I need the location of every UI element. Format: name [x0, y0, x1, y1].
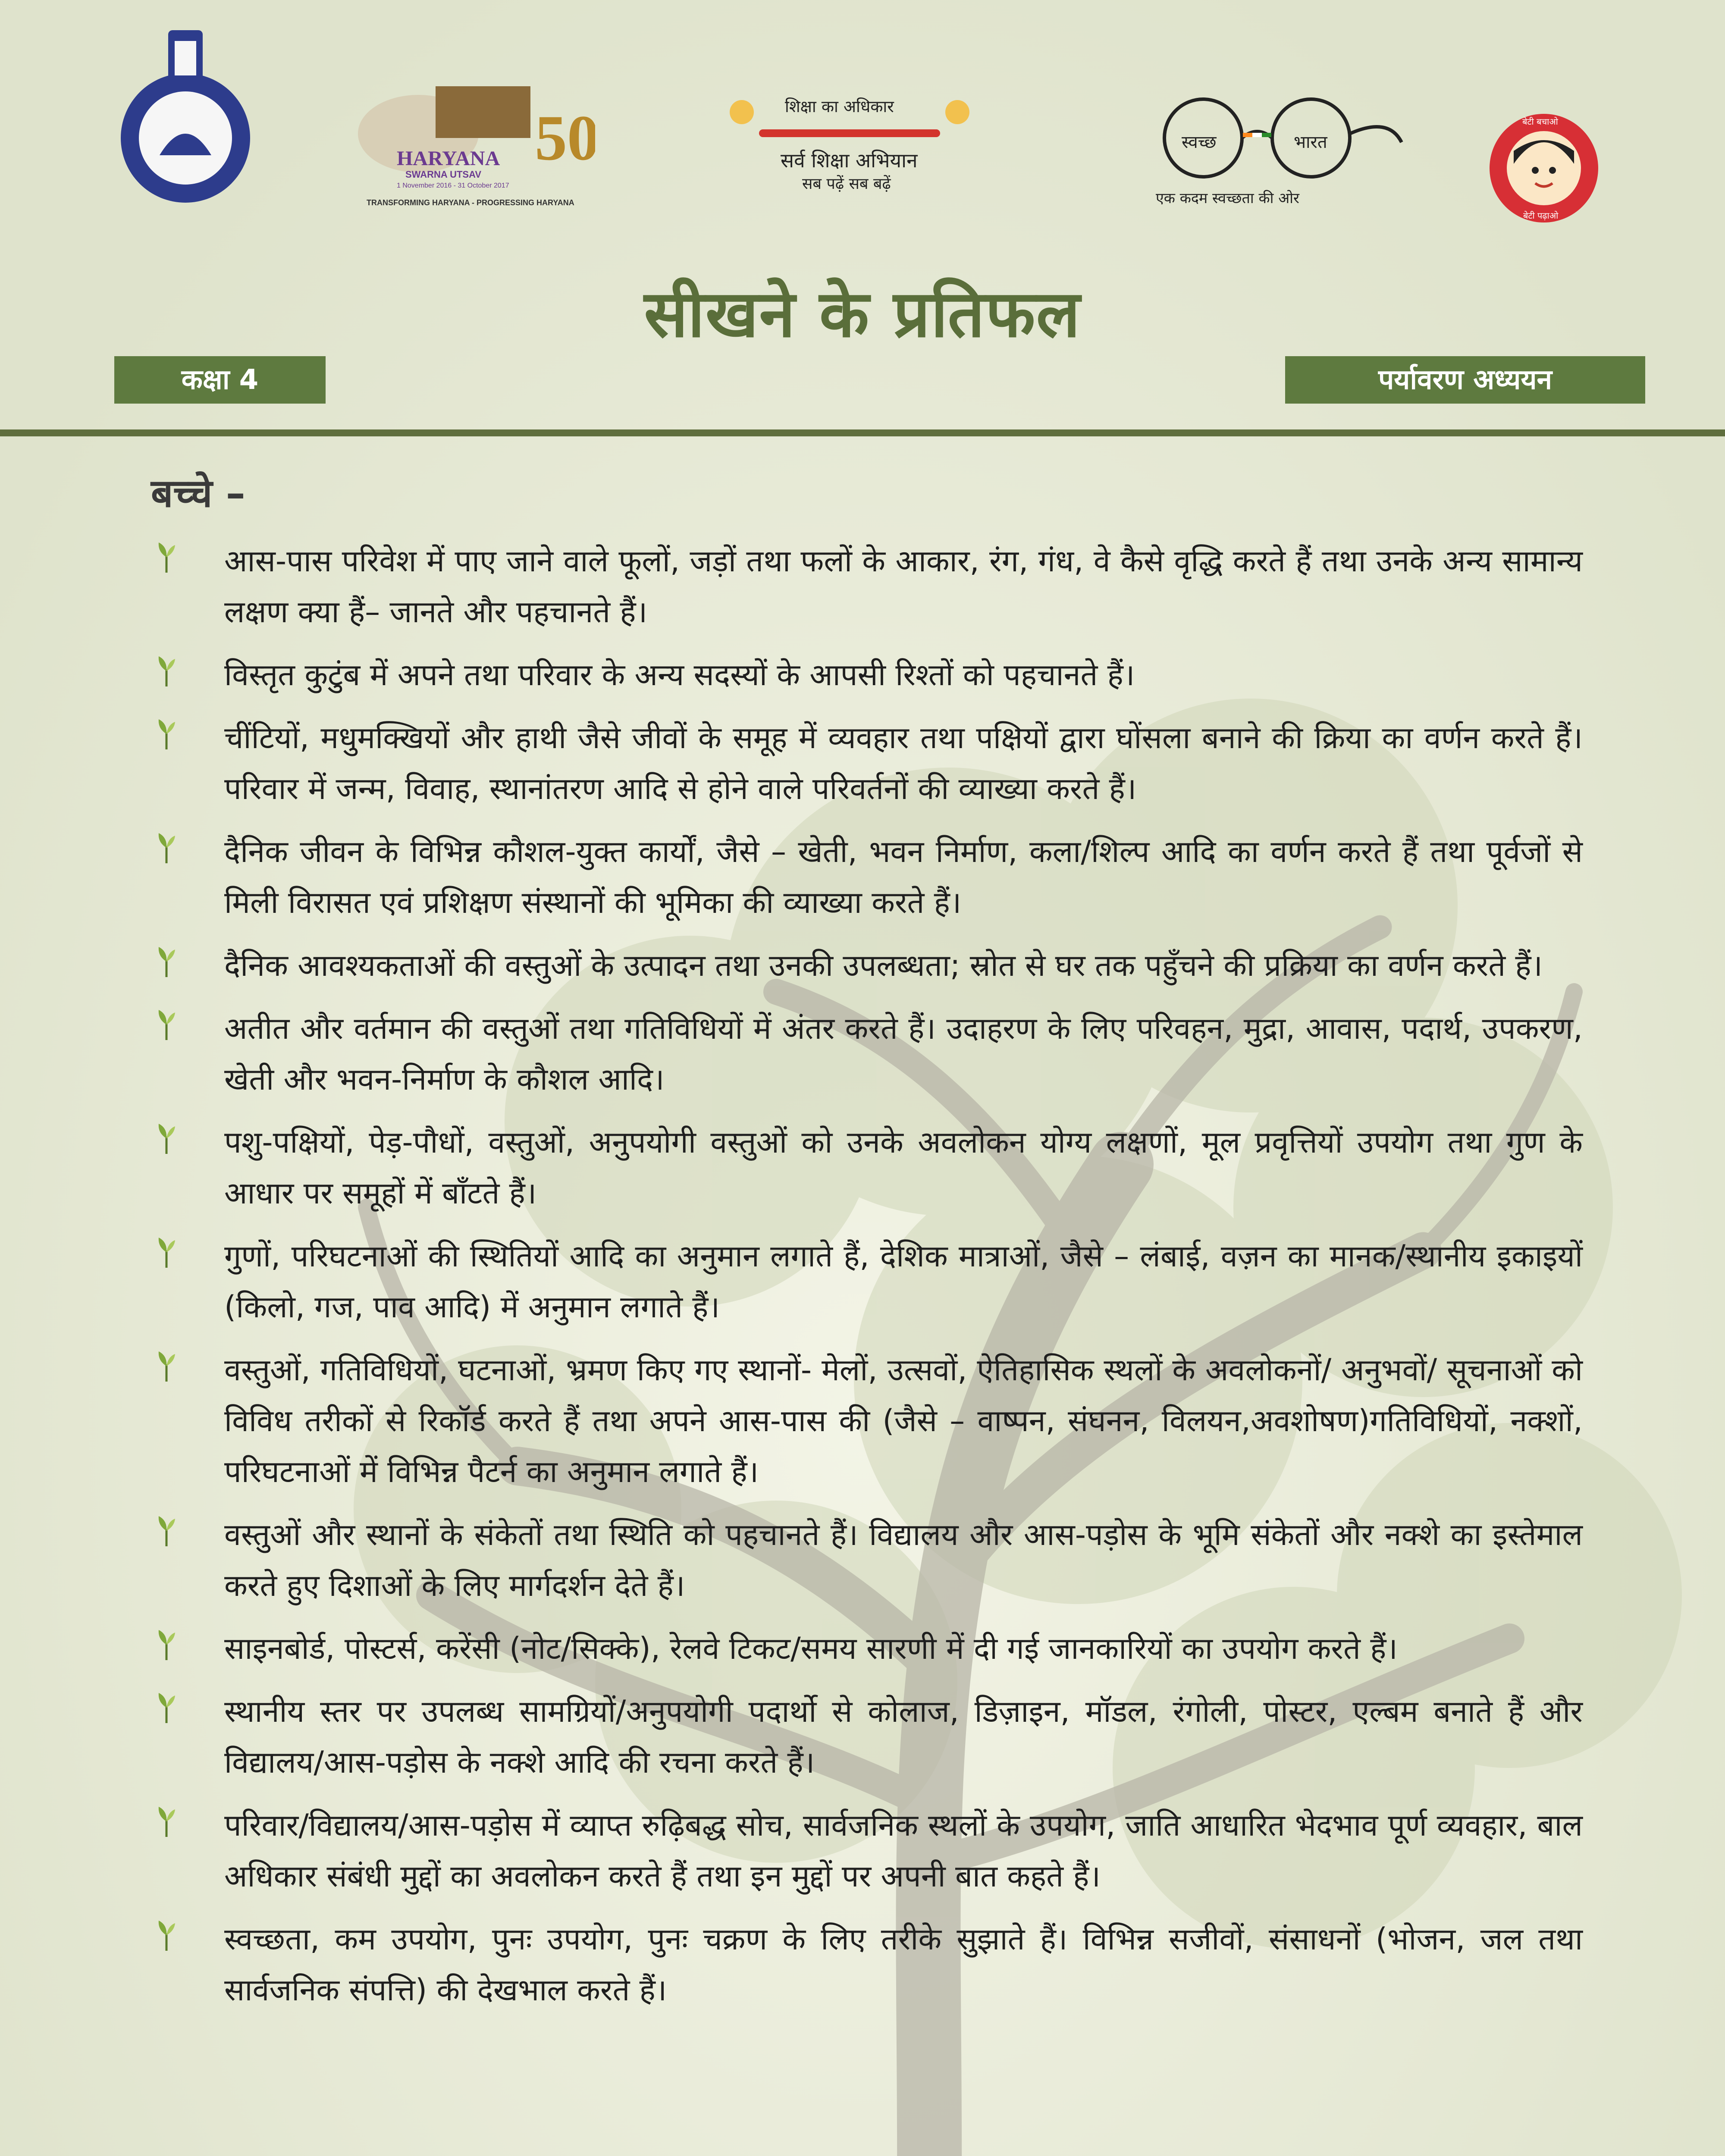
bbbp-logo [1488, 112, 1600, 224]
swachh-right: भारत [1294, 132, 1327, 152]
intro-text: बच्चे – [151, 471, 245, 516]
list-item-text: पशु-पक्षियों, पेड़-पौधों, वस्तुओं, अनुपयोगी वस्तुओं को उनके अवलोकन योग्य लक्षणों, मूल प्रवृत्तियों उपयोग तथा गुण के आधार पर समूहों में बाँटते हैं। [224, 1125, 1583, 1211]
list-item-text: अतीत और वर्तमान की वस्तुओं तथा गतिविधियों में अंतर करते हैं। उदाहरण के लिए परिवहन, मुद्रा, आवास, पदार्थ, उपकरण, खेती और भवन-निर्माण के कौशल आदि। [224, 1011, 1583, 1097]
sprout-bullet-icon [154, 1006, 179, 1041]
header-divider [0, 429, 1725, 436]
sprout-bullet-icon [154, 1348, 179, 1382]
subject-badge: पर्यावरण अध्ययन [1285, 356, 1645, 404]
list-item-text: साइनबोर्ड, पोस्टर्स, करेंसी (नोट/सिक्के), रेलवे टिकट/समय सारणी में दी गई जानकारियों का उपयोग करते हैं। [224, 1631, 1398, 1666]
swachh-bharat-logo [1130, 91, 1406, 220]
sprout-bullet-icon [154, 1803, 179, 1838]
list-item [151, 940, 1583, 991]
haryana-emblem-icon [112, 26, 259, 211]
ssa-name: सर्व शिक्षा अभियान [781, 149, 918, 172]
list-item [151, 649, 1583, 700]
ssa-tag: सब पढ़ें सब बढ़ें [802, 175, 891, 193]
sprout-bullet-icon [154, 716, 179, 750]
swarna-name: HARYANA [397, 147, 500, 170]
bbbp-top: बेटी बचाओ [1522, 116, 1558, 127]
class-badge: कक्षा 4 [114, 356, 326, 404]
header-logos [0, 17, 1725, 221]
list-item [151, 1117, 1583, 1219]
list-item-text: दैनिक आवश्यकताओं की वस्तुओं के उत्पादन तथा उनकी उपलब्धता; स्रोत से घर तक पहुँचने की प्रक्रिया का वर्णन करते हैं। [224, 948, 1543, 983]
list-item [151, 1800, 1583, 1902]
list-item-text: गुणों, परिघटनाओं की स्थितियों आदि का अनुमान लगाते हैं, देशिक मात्राओं, जैसे – लंबाई, वज़न का मानक/स्थानीय इकाइयों (किलो, गज, पाव आदि) में अनुमान लगाते हैं। [224, 1238, 1583, 1325]
list-item-text: वस्तुओं, गतिविधियों, घटनाओं, भ्रमण किए गए स्थानों- मेलों, उत्सवों, ऐतिहासिक स्थलों के अवलोकनों/ अनुभवों/ सूचनाओं को विविध तरीकों से रिकॉर्ड करते हैं तथा अपने आस-पास की (जैसे – वाष्पन, संघनन, विलयन,अवशोषण)गतिविधियों, नक्शों, परिघटनाओं में विभिन्न पैटर्न का अनुमान लगाते हैं। [224, 1352, 1583, 1489]
list-item [151, 1623, 1583, 1674]
swarna-dates: 1 November 2016 - 31 October 2017 [397, 182, 509, 189]
outcome-list [151, 536, 1583, 2015]
page-title: सीखने के प्रतिफल [644, 277, 1081, 352]
sprout-bullet-icon [154, 1234, 179, 1269]
bbbp-bottom: बेटी पढ़ाओ [1523, 210, 1559, 221]
swachh-bharat-glasses-icon [1130, 91, 1406, 181]
sprout-bullet-icon [154, 539, 179, 573]
swarna-utsav-logo [354, 69, 595, 224]
sprout-bullet-icon [154, 1513, 179, 1547]
sprout-bullet-icon [154, 653, 179, 687]
list-item [151, 1231, 1583, 1332]
sprout-bullet-icon [154, 1120, 179, 1155]
list-item [151, 826, 1583, 928]
list-item [151, 712, 1583, 814]
ssa-top: शिक्षा का अधिकार [785, 97, 894, 116]
list-item-text: परिवार/विद्यालय/आस-पड़ोस में व्याप्त रुढ़िबद्ध सोच, सार्वजनिक स्थलों के उपयोग, जाति आधारित भेदभाव पूर्ण व्यवहार, बाल अधिकार संबंधी मुद्दों का अवलोकन करते हैं तथा इन मुद्दों पर अपनी बात कहते हैं। [224, 1808, 1583, 1894]
list-item [151, 536, 1583, 637]
sprout-bullet-icon [154, 1626, 179, 1661]
swachh-tag: एक कदम स्वच्छता की ओर [1156, 190, 1299, 207]
list-item [151, 1344, 1583, 1497]
swarna-sub: SWARNA UTSAV [405, 169, 481, 180]
ssa-logo [716, 95, 983, 207]
svg-text:50: 50 [535, 102, 595, 174]
list-item [151, 1686, 1583, 1788]
swarna-tag: TRANSFORMING HARYANA - PROGRESSING HARYANA [367, 198, 574, 207]
list-item-text: आस-पास परिवेश में पाए जाने वाले फूलों, जड़ों तथा फलों के आकार, रंग, गंध, वे कैसे वृद्धि करते हैं तथा उनके अन्य सामान्य लक्षण क्या हैं– जानते और पहचानते हैं। [224, 543, 1583, 630]
sprout-bullet-icon [154, 1917, 179, 1952]
list-item [151, 1914, 1583, 2015]
sprout-bullet-icon [154, 1689, 179, 1724]
list-item-text: वस्तुओं और स्थानों के संकेतों तथा स्थिति को पहचानते हैं। विद्यालय और आस-पड़ोस के भूमि संकेतों और नक्शे का इस्तेमाल करते हुए दिशाओं के लिए मार्गदर्शन देते हैं। [224, 1517, 1583, 1603]
swachh-left: स्वच्छ [1182, 132, 1217, 152]
list-item-text: चींटियों, मधुमक्खियों और हाथी जैसे जीवों के समूह में व्यवहार तथा पक्षियों द्वारा घोंसला बनाने की क्रिया का वर्णन करते हैं। परिवार में जन्म, विवाह, स्थानांतरण आदि से होने वाले परिवर्तनों की व्याख्या करते हैं। [224, 720, 1583, 806]
list-item-text: स्थानीय स्तर पर उपलब्ध सामग्रियों/अनुपयोगी पदार्थो से कोलाज, डिज़ाइन, मॉडल, रंगोली, पोस्टर, एल्बम बनाते हैं और विद्यालय/आस-पड़ोस के नक्शे आदि की रचना करते हैं। [224, 1694, 1583, 1780]
list-item-text: विस्तृत कुटुंब में अपने तथा परिवार के अन्य सदस्यों के आपसी रिश्तों को पहचानते हैं। [224, 657, 1135, 693]
list-item [151, 1003, 1583, 1105]
list-item [151, 1509, 1583, 1611]
list-item-text: स्वच्छता, कम उपयोग, पुनः उपयोग, पुनः चक्रण के लिए तरीके सुझाते हैं। विभिन्न सजीवों, संसाधनों (भोजन, जल तथा सार्वजनिक संपत्ति) की देखभाल करते हैं। [224, 1921, 1583, 2008]
list-item-text: दैनिक जीवन के विभिन्न कौशल-युक्त कार्यों, जैसे – खेती, भवन निर्माण, कला/शिल्प आदि का वर्णन करते हैं तथा पूर्वजों से मिली विरासत एवं प्रशिक्षण संस्थानों की भूमिका की व्याख्या करते हैं। [224, 834, 1583, 920]
sprout-bullet-icon [154, 830, 179, 864]
learning-outcomes [151, 466, 1583, 2028]
sprout-bullet-icon [154, 943, 179, 978]
